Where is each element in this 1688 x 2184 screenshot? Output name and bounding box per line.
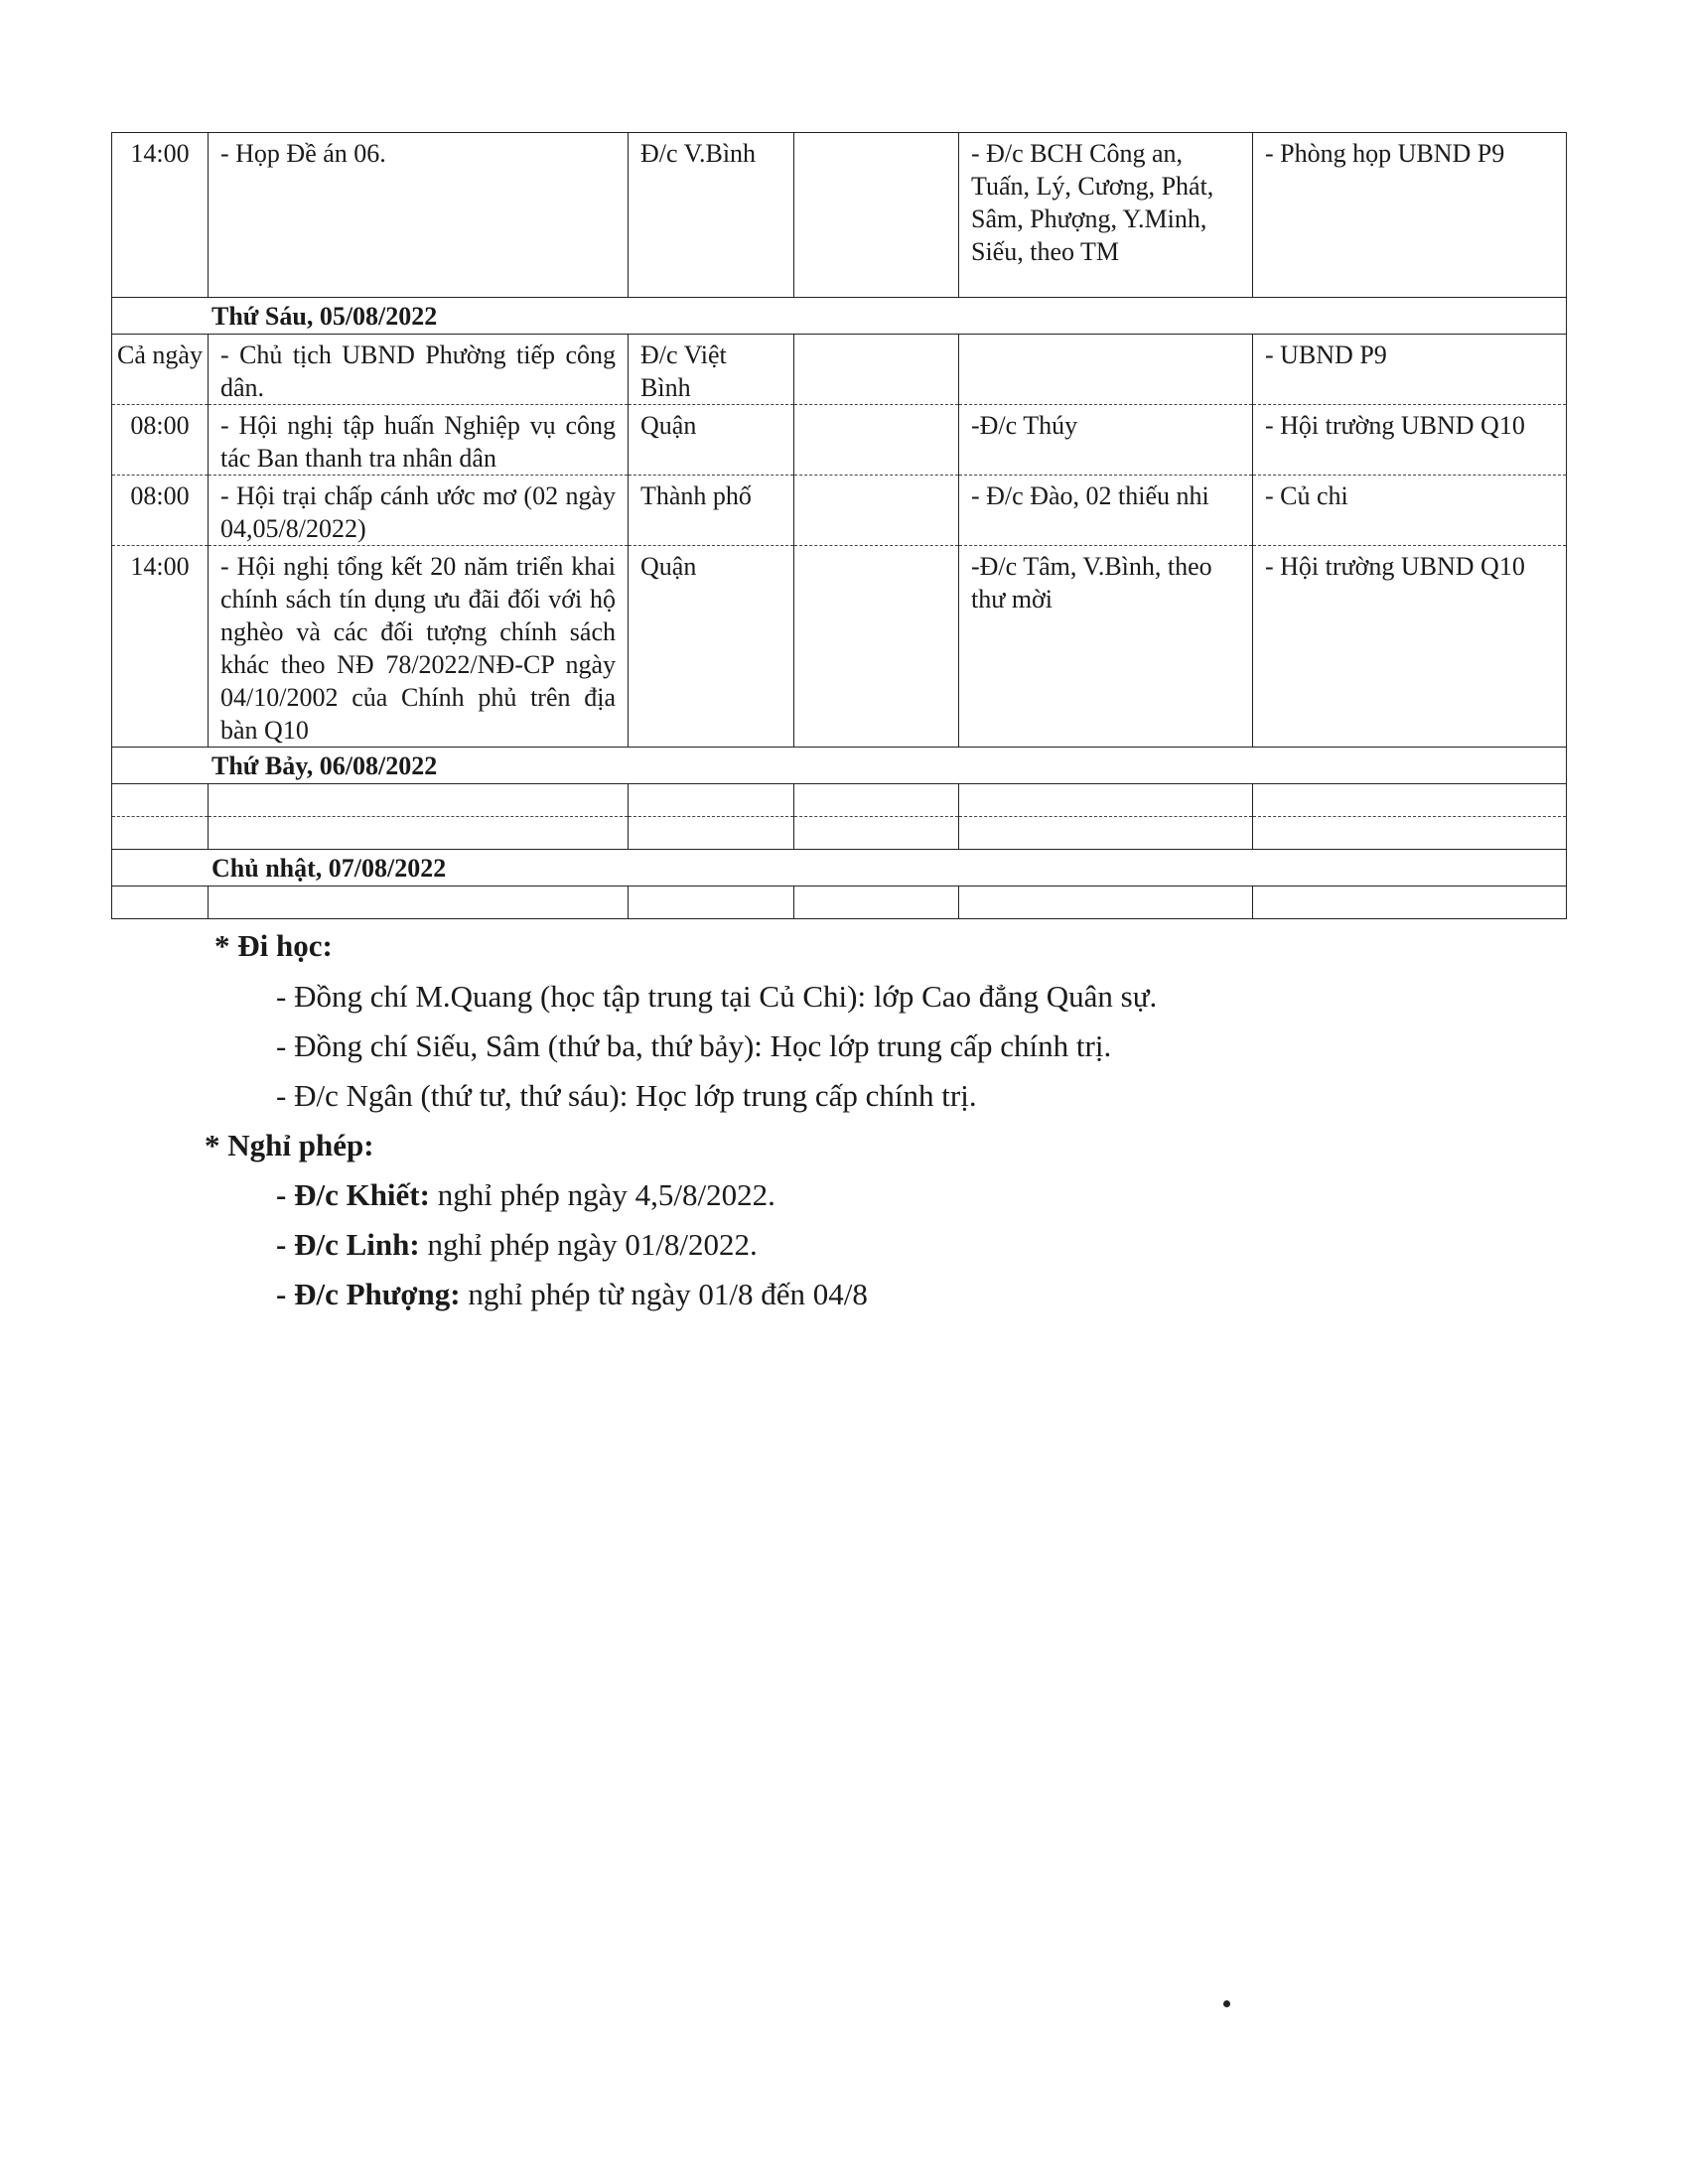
schedule-row [112, 335, 1567, 405]
cell-participants [959, 817, 1253, 850]
cell-prep [794, 476, 959, 546]
cell-content: - Chủ tịch UBND Phường tiếp công dân. [209, 335, 629, 405]
cell-location: - Hội trường UBND Q10 [1253, 405, 1567, 476]
cell-chair: Quận [629, 546, 794, 748]
cell-location: - UBND P9 [1253, 335, 1567, 405]
cell-time [112, 887, 209, 919]
cell-location [1253, 784, 1567, 817]
cell-time [112, 817, 209, 850]
nghi-phep-item [276, 1277, 868, 1312]
cell-participants: -Đ/c Thúy [959, 405, 1253, 476]
cell-participants [959, 784, 1253, 817]
di-hoc-item: - Đ/c Ngân (thứ tư, thứ sáu): Học lớp trung cấp chính trị. [276, 1078, 977, 1113]
cell-time: 14:00 [112, 546, 209, 748]
nghi-phep-text: nghỉ phép ngày 4,5/8/2022. [429, 1177, 775, 1212]
cell-prep [794, 405, 959, 476]
cell-chair: Thành phố [629, 476, 794, 546]
schedule-row [112, 476, 1567, 546]
cell-content: - Họp Đề án 06. [209, 133, 629, 298]
schedule-row [112, 405, 1567, 476]
cell-chair [629, 887, 794, 919]
cell-content [209, 887, 629, 919]
day-header: Thứ Sáu, 05/08/2022 [112, 298, 1567, 335]
schedule-row [112, 546, 1567, 748]
schedule-row [112, 133, 1567, 298]
nghi-phep-heading: * Nghỉ phép: [205, 1128, 374, 1162]
cell-content: - Hội trại chấp cánh ước mơ (02 ngày 04,05/8/2022) [209, 476, 629, 546]
cell-time: Cả ngày [112, 335, 209, 405]
di-hoc-item: - Đồng chí M.Quang (học tập trung tại Củ Chi): lớp Cao đẳng Quân sự. [276, 979, 1158, 1014]
cell-location [1253, 817, 1567, 850]
di-hoc-heading: * Đi học: [214, 928, 333, 963]
nghi-phep-text: nghỉ phép từ ngày 01/8 đến 04/8 [460, 1277, 868, 1311]
cell-content [209, 784, 629, 817]
day-header-row [112, 850, 1567, 887]
cell-location: - Hội trường UBND Q10 [1253, 546, 1567, 748]
cell-chair [629, 817, 794, 850]
day-header-row [112, 298, 1567, 335]
schedule-row [112, 784, 1567, 817]
cell-chair: Đ/c Việt Bình [629, 335, 794, 405]
cell-time [112, 784, 209, 817]
nghi-phep-name: - Đ/c Phượng: [276, 1277, 461, 1311]
schedule-table [111, 132, 1567, 919]
cell-participants: - Đ/c Đào, 02 thiếu nhi [959, 476, 1253, 546]
cell-chair [629, 784, 794, 817]
nghi-phep-name: - Đ/c Linh: [276, 1227, 420, 1262]
di-hoc-item: - Đồng chí Siếu, Sâm (thứ ba, thứ bảy): Học lớp trung cấp chính trị. [276, 1028, 1112, 1063]
day-header-row [112, 748, 1567, 784]
cell-prep [794, 133, 959, 298]
cell-location: - Phòng họp UBND P9 [1253, 133, 1567, 298]
cell-participants [959, 887, 1253, 919]
nghi-phep-text: nghỉ phép ngày 01/8/2022. [419, 1227, 758, 1262]
day-header: Thứ Bảy, 06/08/2022 [112, 748, 1567, 784]
cell-time: 08:00 [112, 476, 209, 546]
day-header: Chủ nhật, 07/08/2022 [112, 850, 1567, 887]
cell-prep [794, 546, 959, 748]
cell-location [1253, 887, 1567, 919]
schedule-row [112, 817, 1567, 850]
cell-participants [959, 335, 1253, 405]
cell-prep [794, 784, 959, 817]
nghi-phep-name: - Đ/c Khiết: [276, 1177, 430, 1212]
scan-speck [1223, 2000, 1230, 2007]
cell-chair: Đ/c V.Bình [629, 133, 794, 298]
cell-time: 14:00 [112, 133, 209, 298]
cell-location: - Củ chi [1253, 476, 1567, 546]
schedule-row [112, 887, 1567, 919]
cell-prep [794, 887, 959, 919]
cell-participants: - Đ/c BCH Công an, Tuấn, Lý, Cương, Phát, Sâm, Phượng, Y.Minh, Siếu, theo TM [959, 133, 1253, 298]
nghi-phep-item [276, 1177, 775, 1213]
cell-participants: -Đ/c Tâm, V.Bình, theo thư mời [959, 546, 1253, 748]
cell-time: 08:00 [112, 405, 209, 476]
cell-content: - Hội nghị tổng kết 20 năm triển khai chính sách tín dụng ưu đãi đối với hộ nghèo và các đối tượng chính sách khác theo NĐ 78/2022/NĐ-CP ngày 04/10/2002 của Chính phủ trên địa bàn Q10 [209, 546, 629, 748]
cell-content [209, 817, 629, 850]
cell-chair: Quận [629, 405, 794, 476]
nghi-phep-item [276, 1227, 758, 1263]
cell-content: - Hội nghị tập huấn Nghiệp vụ công tác Ban thanh tra nhân dân [209, 405, 629, 476]
cell-prep [794, 335, 959, 405]
cell-prep [794, 817, 959, 850]
